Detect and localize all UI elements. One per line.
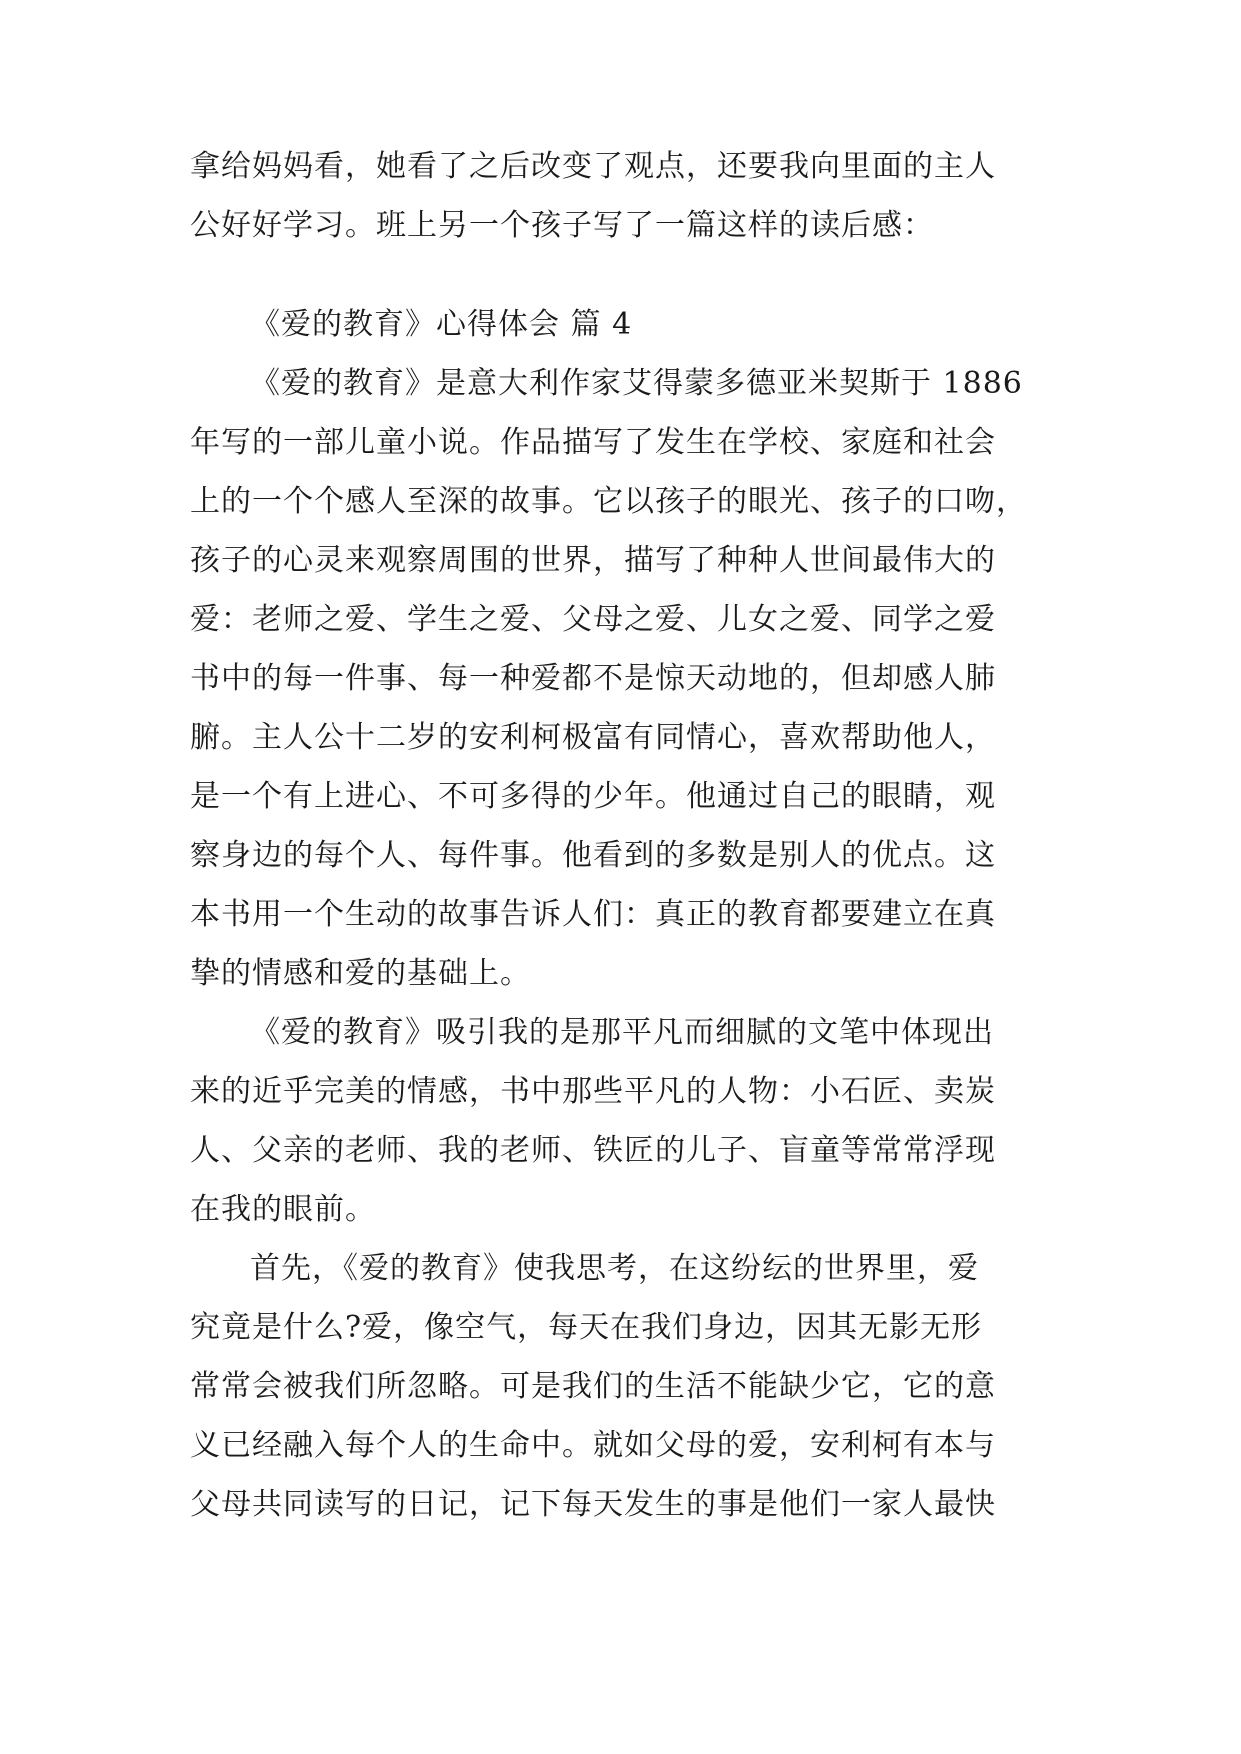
text-line: 年写的一部儿童小说。作品描写了发生在学校、家庭和社会 xyxy=(190,425,996,460)
text-line: 拿给妈妈看，她看了之后改变了观点，还要我向里面的主人 xyxy=(190,149,996,184)
text-line: 公好好学习。班上另一个孩子写了一篇这样的读后感： xyxy=(190,208,934,243)
text-line: 挚的情感和爱的基础上。 xyxy=(190,956,531,991)
text-line: 本书用一个生动的故事告诉人们：真正的教育都要建立在真 xyxy=(190,897,996,932)
section-heading: 《爱的教育》心得体会 篇 4 xyxy=(250,307,633,342)
text-block-main xyxy=(190,295,1060,1534)
text-line: 爱：老师之爱、学生之爱、父母之爱、儿女之爱、同学之爱 xyxy=(190,602,996,637)
text-line: 是一个有上进心、不可多得的少年。他通过自己的眼睛，观 xyxy=(190,779,996,814)
text-line: 上的一个个感人至深的故事。它以孩子的眼光、孩子的口吻， xyxy=(190,484,1027,519)
text-line: 义已经融入每个人的生命中。就如父母的爱，安利柯有本与 xyxy=(190,1428,996,1463)
text-line: 来的近乎完美的情感，书中那些平凡的人物：小石匠、卖炭 xyxy=(190,1074,996,1109)
text-line: 书中的每一件事、每一种爱都不是惊天动地的，但却感人肺 xyxy=(190,661,996,696)
text-line: 《爱的教育》吸引我的是那平凡而细腻的文笔中体现出 xyxy=(250,1015,994,1050)
text-line: 在我的眼前。 xyxy=(190,1192,376,1227)
text-line: 孩子的心灵来观察周围的世界，描写了种种人世间最伟大的 xyxy=(190,543,996,578)
text-line: 父母共同读写的日记，记下每天发生的事是他们一家人最快 xyxy=(190,1487,996,1522)
text-line: 常常会被我们所忽略。可是我们的生活不能缺少它，它的意 xyxy=(190,1369,996,1404)
text-block-top xyxy=(190,137,1060,255)
text-line: 察身边的每个人、每件事。他看到的多数是别人的优点。这 xyxy=(190,838,996,873)
text-line: 究竟是什么?爱，像空气，每天在我们身边，因其无影无形 xyxy=(190,1310,983,1345)
text-line: 腑。主人公十二岁的安利柯极富有同情心，喜欢帮助他人， xyxy=(190,720,996,755)
text-line: 首先，《爱的教育》使我思考，在这纷纭的世界里，爱 xyxy=(250,1251,979,1286)
text-line: 《爱的教育》是意大利作家艾得蒙多德亚米契斯于 1886 xyxy=(250,366,1023,401)
text-line: 人、父亲的老师、我的老师、铁匠的儿子、盲童等常常浮现 xyxy=(190,1133,996,1168)
